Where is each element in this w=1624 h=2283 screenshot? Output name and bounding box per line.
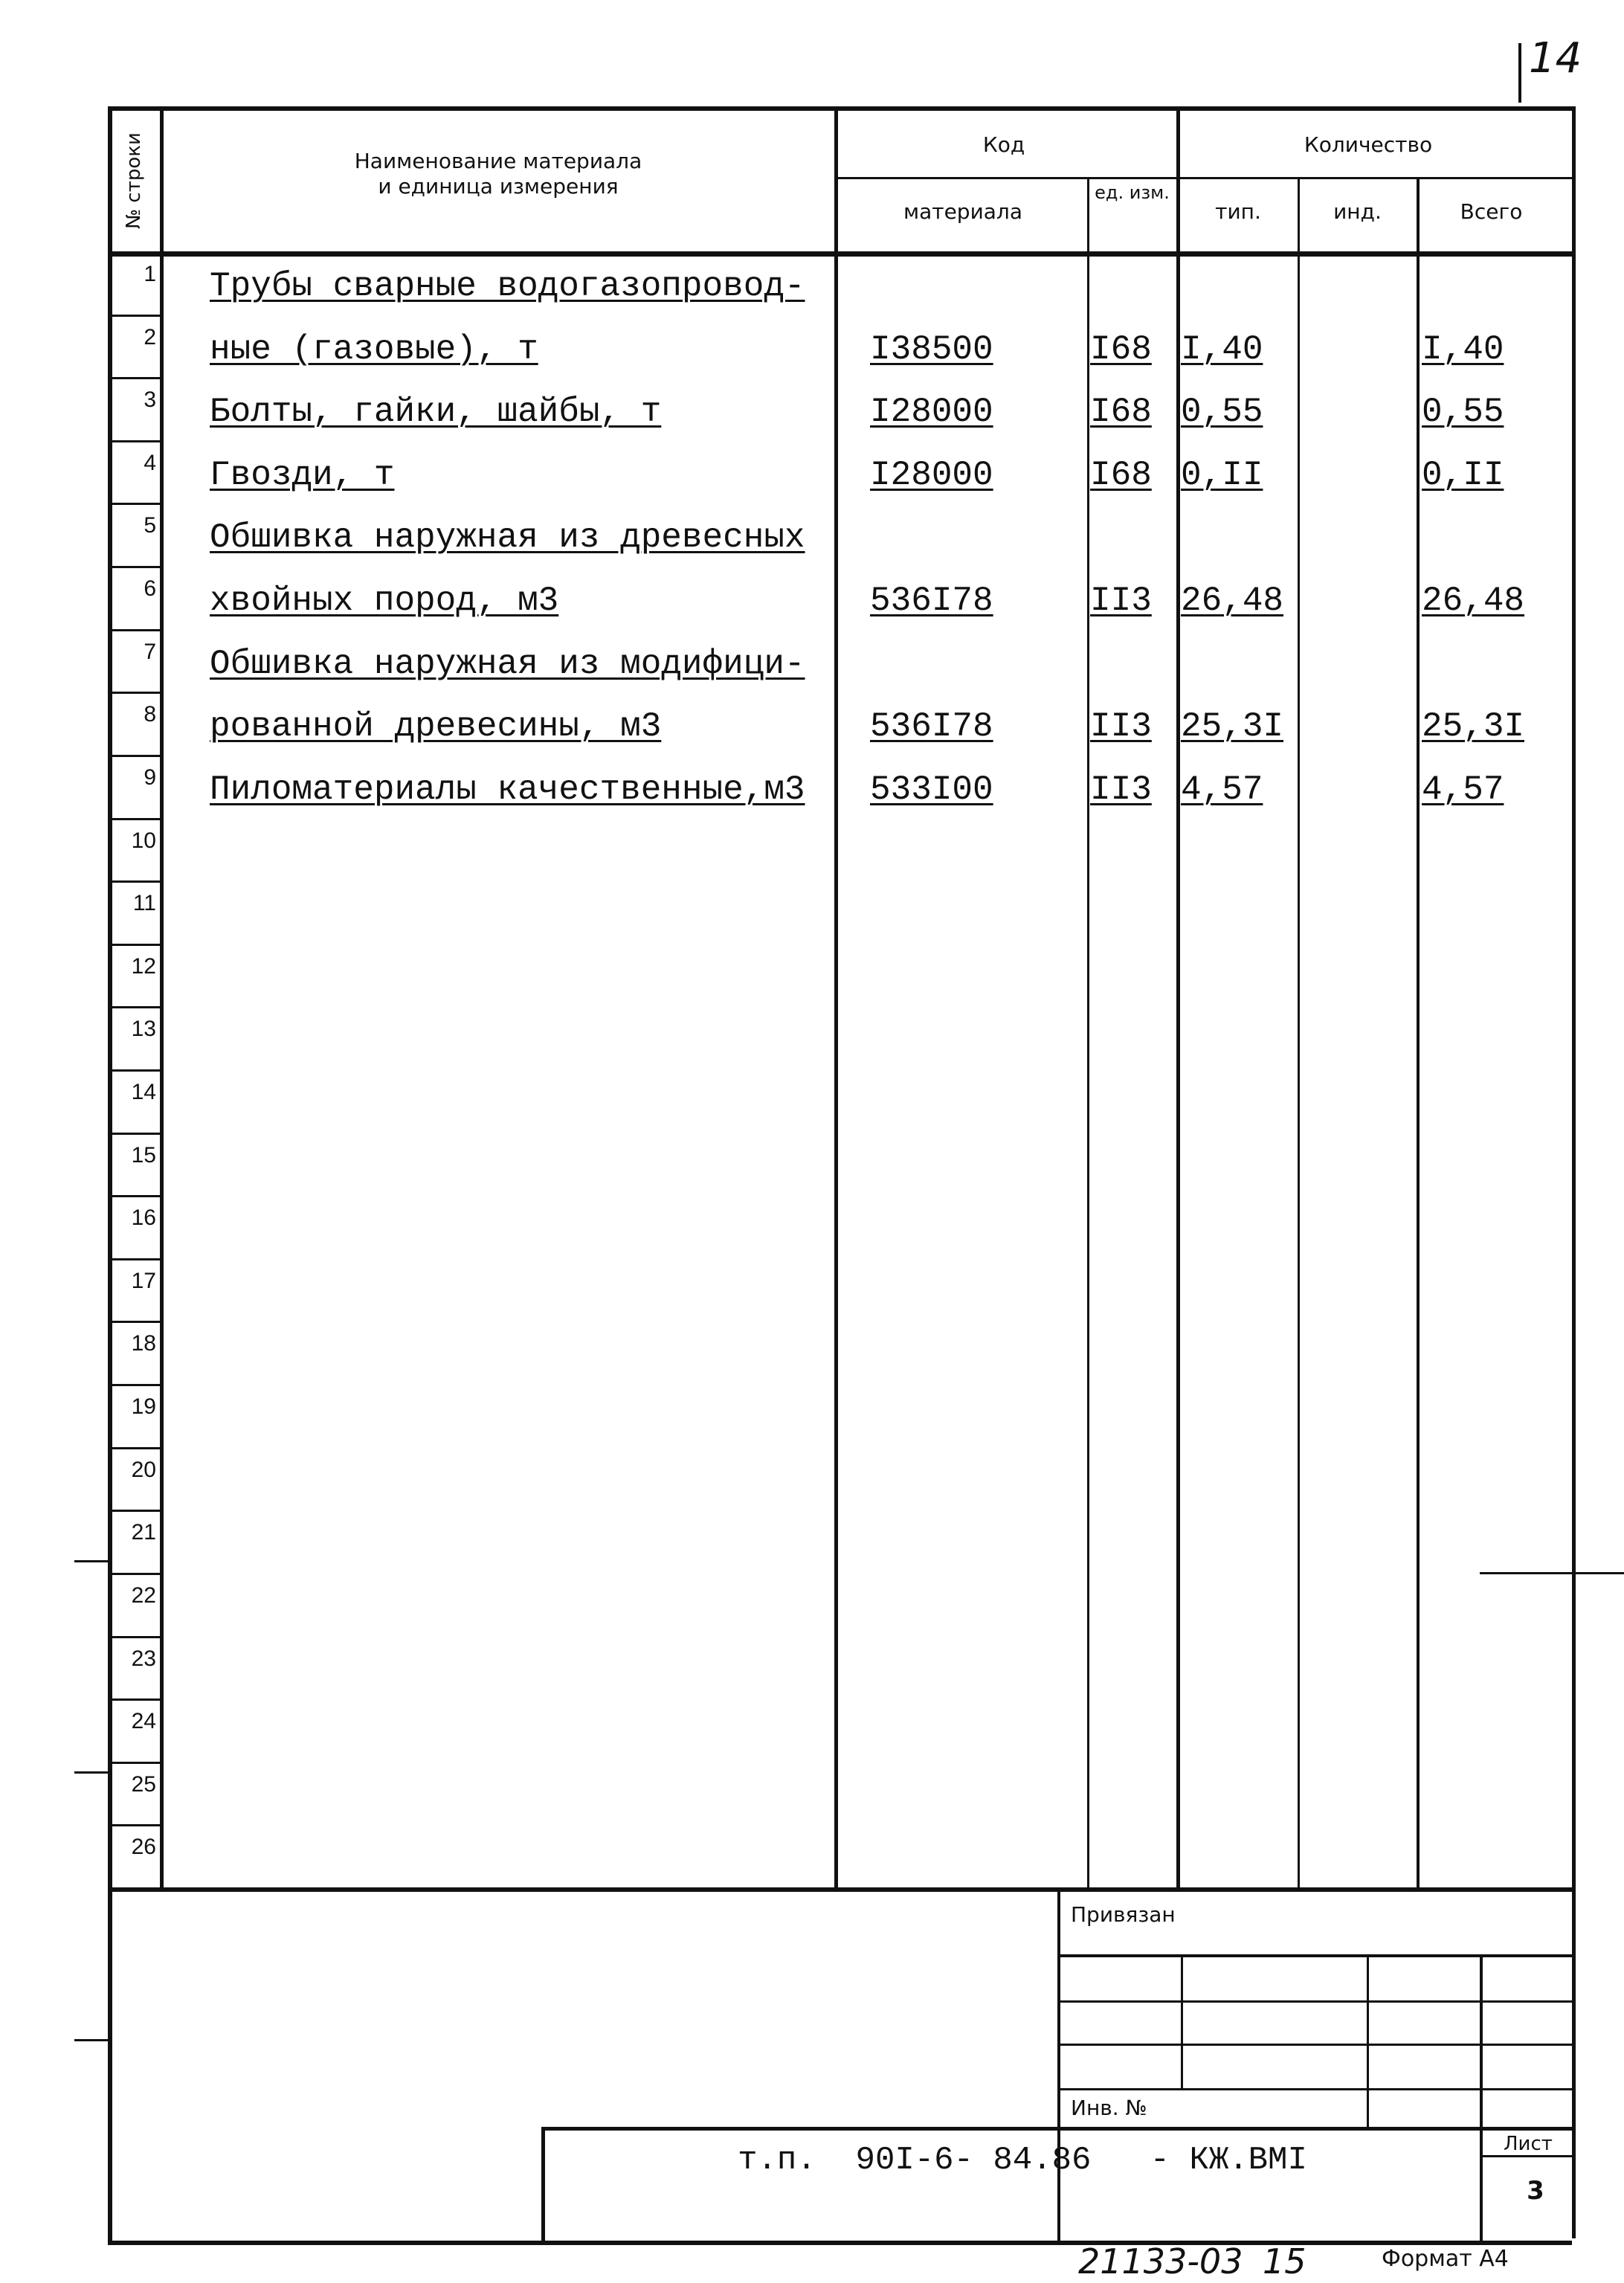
row-number: 6	[144, 576, 156, 602]
header-unit: ед. изм.	[1095, 182, 1170, 203]
page-number-mark	[1518, 43, 1521, 103]
cell-unit: I68	[1090, 393, 1152, 432]
rule-v	[1057, 1887, 1060, 2244]
row-number: 5	[144, 513, 156, 538]
cell-name: Обшивка наружная из древесных	[210, 518, 805, 558]
cell-name: рованной древесины, м3	[210, 707, 662, 747]
rule-h	[108, 692, 160, 694]
rule-h	[108, 1069, 160, 1072]
rule-h	[108, 629, 160, 631]
rule-h	[108, 755, 160, 757]
cell-total: 0,55	[1422, 393, 1504, 432]
cell-typ: 4,57	[1181, 770, 1263, 809]
rule-v	[108, 106, 112, 2244]
rule-h	[108, 1321, 160, 1323]
rule-v	[1087, 177, 1089, 1887]
header-name: Наименование материала и единица измерения	[354, 149, 642, 199]
rule-h	[108, 1447, 160, 1449]
rule-h	[108, 1384, 160, 1386]
row-number: 24	[131, 1709, 156, 1734]
cell-typ: 25,3I	[1181, 707, 1284, 747]
cell-code: I38500	[870, 329, 993, 369]
rule-v	[834, 106, 838, 1887]
handwritten-code: 21133-03	[1078, 2241, 1243, 2282]
row-number: 17	[131, 1268, 156, 1293]
cell-name: Гвозди, т	[210, 455, 395, 495]
rule-h	[108, 1762, 160, 1764]
rule-h	[834, 177, 1572, 179]
row-number: 9	[144, 764, 156, 790]
rule-h	[1480, 1572, 1624, 1574]
cell-unit: II3	[1090, 770, 1152, 809]
rule-v	[1572, 106, 1576, 2238]
header-quantity: Количество	[1304, 132, 1433, 157]
row-number: 12	[131, 953, 156, 979]
rule-h	[108, 944, 160, 946]
cell-code: 533I00	[870, 770, 993, 809]
rule-v	[541, 2127, 545, 2244]
cell-total: 0,II	[1422, 455, 1504, 495]
row-number: 2	[144, 324, 156, 350]
header-material: материала	[903, 199, 1022, 224]
cell-name: Болты, гайки, шайбы, т	[210, 393, 662, 432]
rule-h	[108, 1510, 160, 1512]
cell-code: 536I78	[870, 707, 993, 747]
row-number: 1	[144, 262, 156, 286]
row-number: 7	[144, 639, 156, 664]
header-total: Всего	[1460, 199, 1523, 224]
rule-h	[108, 440, 160, 442]
cell-typ: 0,55	[1181, 393, 1263, 432]
cell-name: ные (газовые), т	[210, 329, 538, 369]
row-number: 13	[131, 1017, 156, 1042]
document-designation: т.п. 90I-6- 84.86 - КЖ.ВМI	[738, 2142, 1307, 2179]
rule-h	[108, 377, 160, 379]
cell-total: 4,57	[1422, 770, 1504, 809]
format-label: Формат А4	[1382, 2246, 1509, 2272]
rule-v	[1298, 177, 1300, 1887]
cell-unit: I68	[1090, 329, 1152, 369]
row-number: 10	[131, 828, 156, 853]
rule-h	[108, 1195, 160, 1197]
cell-typ: I,40	[1181, 329, 1263, 369]
rule-v	[1367, 1954, 1369, 2127]
cell-unit: I68	[1090, 455, 1152, 495]
page-number: 14	[1529, 34, 1582, 83]
cell-code: I28000	[870, 455, 993, 495]
rule-h	[108, 1887, 1572, 1892]
rule-h	[108, 2241, 1572, 2245]
rule-h	[108, 315, 160, 317]
cell-unit: II3	[1090, 582, 1152, 621]
rule-h	[108, 1824, 160, 1826]
row-number: 22	[131, 1582, 156, 1608]
rule-v	[1480, 1954, 1483, 2244]
rule-h	[541, 2127, 1572, 2131]
rule-h	[74, 2039, 108, 2041]
sheet-label: Лист	[1504, 2133, 1553, 2155]
rule-v	[1417, 177, 1420, 1887]
row-number: 21	[131, 1520, 156, 1545]
rule-h	[1057, 2000, 1572, 2003]
rule-h	[108, 106, 1572, 111]
cell-total: 25,3I	[1422, 707, 1525, 747]
rule-h	[108, 251, 1572, 257]
header-ind: инд.	[1333, 199, 1382, 224]
row-number: 8	[144, 702, 156, 727]
row-number: 4	[144, 450, 156, 475]
row-number: 11	[132, 891, 156, 916]
header-row-no: № строки	[123, 132, 145, 229]
row-number: 15	[131, 1142, 156, 1168]
stamp-privyazan: Привязан	[1071, 1902, 1176, 1927]
rule-h	[74, 1771, 108, 1774]
cell-typ: 0,II	[1181, 455, 1263, 495]
cell-total: 26,48	[1422, 582, 1525, 621]
row-number: 25	[131, 1771, 156, 1797]
rule-h	[108, 818, 160, 820]
rule-h	[1057, 2044, 1572, 2046]
rule-v	[160, 106, 164, 1887]
cell-name: Пиломатериалы качественные,м3	[210, 770, 805, 809]
row-number: 14	[131, 1080, 156, 1104]
cell-total: I,40	[1422, 329, 1504, 369]
cell-code: 536I78	[870, 582, 993, 621]
rule-v	[1181, 1954, 1183, 2088]
rule-h	[108, 1636, 160, 1638]
row-number: 26	[131, 1835, 156, 1860]
cell-code: I28000	[870, 393, 993, 432]
row-number: 18	[131, 1331, 156, 1356]
rule-h	[108, 1133, 160, 1135]
row-number: 23	[131, 1646, 156, 1671]
row-number: 3	[144, 387, 156, 413]
rule-h	[108, 566, 160, 568]
cell-typ: 26,48	[1181, 582, 1284, 621]
cell-name: Трубы сварные водогазопровод-	[210, 267, 805, 306]
cell-name: Обшивка наружная из модифици-	[210, 644, 805, 683]
rule-h	[108, 503, 160, 505]
rule-h	[108, 1258, 160, 1260]
rule-h	[108, 1698, 160, 1701]
rule-h	[108, 1573, 160, 1575]
rule-v	[1176, 106, 1180, 1887]
handwritten-number: 15	[1263, 2241, 1306, 2282]
rule-h	[74, 1560, 108, 1562]
cell-name: хвойных пород, м3	[210, 582, 559, 621]
row-number: 16	[131, 1205, 156, 1231]
row-number: 19	[131, 1394, 156, 1420]
rule-h	[108, 1006, 160, 1008]
cell-unit: II3	[1090, 707, 1152, 747]
stamp-inv-no: Инв. №	[1071, 2096, 1147, 2120]
rule-h	[1057, 1954, 1572, 1957]
row-number: 20	[131, 1457, 156, 1482]
rule-h	[1057, 2088, 1572, 2090]
rule-h	[108, 880, 160, 883]
header-typ: тип.	[1215, 199, 1261, 224]
sheet-number: 3	[1527, 2176, 1544, 2206]
header-code: Код	[982, 132, 1025, 157]
